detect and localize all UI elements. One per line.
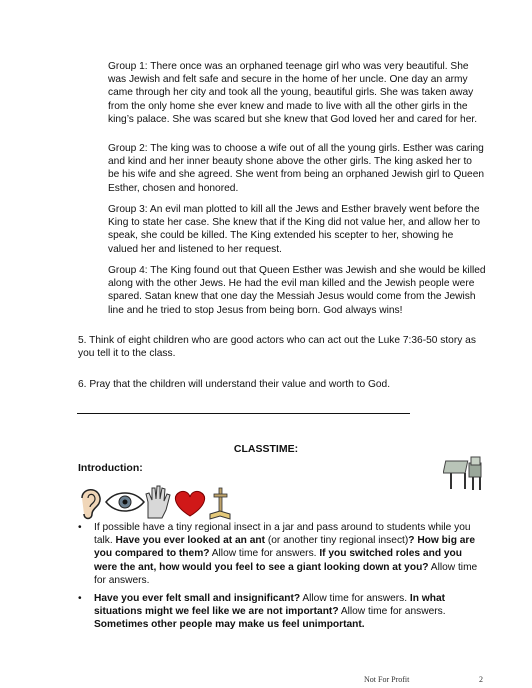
hand-icon — [146, 486, 170, 518]
horizontal-rule — [77, 413, 410, 414]
bullet-marker: • — [78, 593, 82, 604]
group-4-paragraph: Group 4: The King found out that Queen Esther was Jewish and she would be killed along with the other Jews. He had the evil man killed and the Jewish people were spared. Satan knew that one day the Messiah Jesus would come from the Jewish line and he tried to stop Jesus from being born. God always wins! — [108, 265, 486, 316]
group-2-paragraph: Group 2: The king was to choose a wife out of all the young girls. Esther was caring and kind and her inner beauty shone above the other girls. The king asked her to be his wife and she agreed. She went from being an orphaned Jewish girl to Queen Esther, chosen and honored. — [108, 143, 485, 194]
heart-icon — [175, 491, 204, 516]
ear-icon — [82, 490, 100, 519]
page-number: 2 — [479, 675, 483, 684]
school-desk-icon — [443, 455, 489, 493]
bullet-marker: • — [78, 522, 82, 533]
bullet-ant-question: • If possible have a tiny regional insect in a jar and pass around to students while you talk. Have you ever looked at an ant (or another tiny regional insect)? How big are you compared to them? Allow time for answers. If you switched roles and you were the ant, how would you feel to see a giant looking down at you? Allow time for answers. — [78, 522, 478, 586]
senses-icon-row — [76, 484, 256, 522]
group-1-paragraph: Group 1: There once was an orphaned teenage girl who was very beautiful. She was Jewish and felt safe and secure in the home of her uncle. One day an army came through her city and took all the young, beautiful girls. She was taken away from the only home she ever knew and made to live with all the other girls in the king’s palace. She was scared but she knew that God loved her and cared for her. — [108, 61, 478, 125]
introduction-label: Introduction: — [78, 462, 143, 474]
group-3-paragraph: Group 3: An evil man plotted to kill all the Jews and Esther bravely went before the King to state her case. She knew that if the King did not value her, and allow her to speak, she could be killed. The King extended his scepter to her, showing he valued her and listened to her request. — [108, 204, 481, 255]
cross-book-icon — [210, 488, 230, 519]
eye-icon — [106, 493, 144, 511]
item-6-paragraph: 6. Pray that the children will understand their value and worth to God. — [78, 379, 391, 390]
bullet-small-question: • Have you ever felt small and insignificant? Allow time for answers. In what situations might we feel like we are not important? Allow time for answers. Sometimes other people may make us feel unimportant. — [78, 593, 446, 631]
section-title: CLASSTIME: — [233, 443, 299, 455]
footer-text: Not For Profit — [364, 675, 410, 684]
item-5-paragraph: 5. Think of eight children who are good actors who can act out the Luke 7:36-50 story as you tell it to the class. — [78, 335, 476, 360]
